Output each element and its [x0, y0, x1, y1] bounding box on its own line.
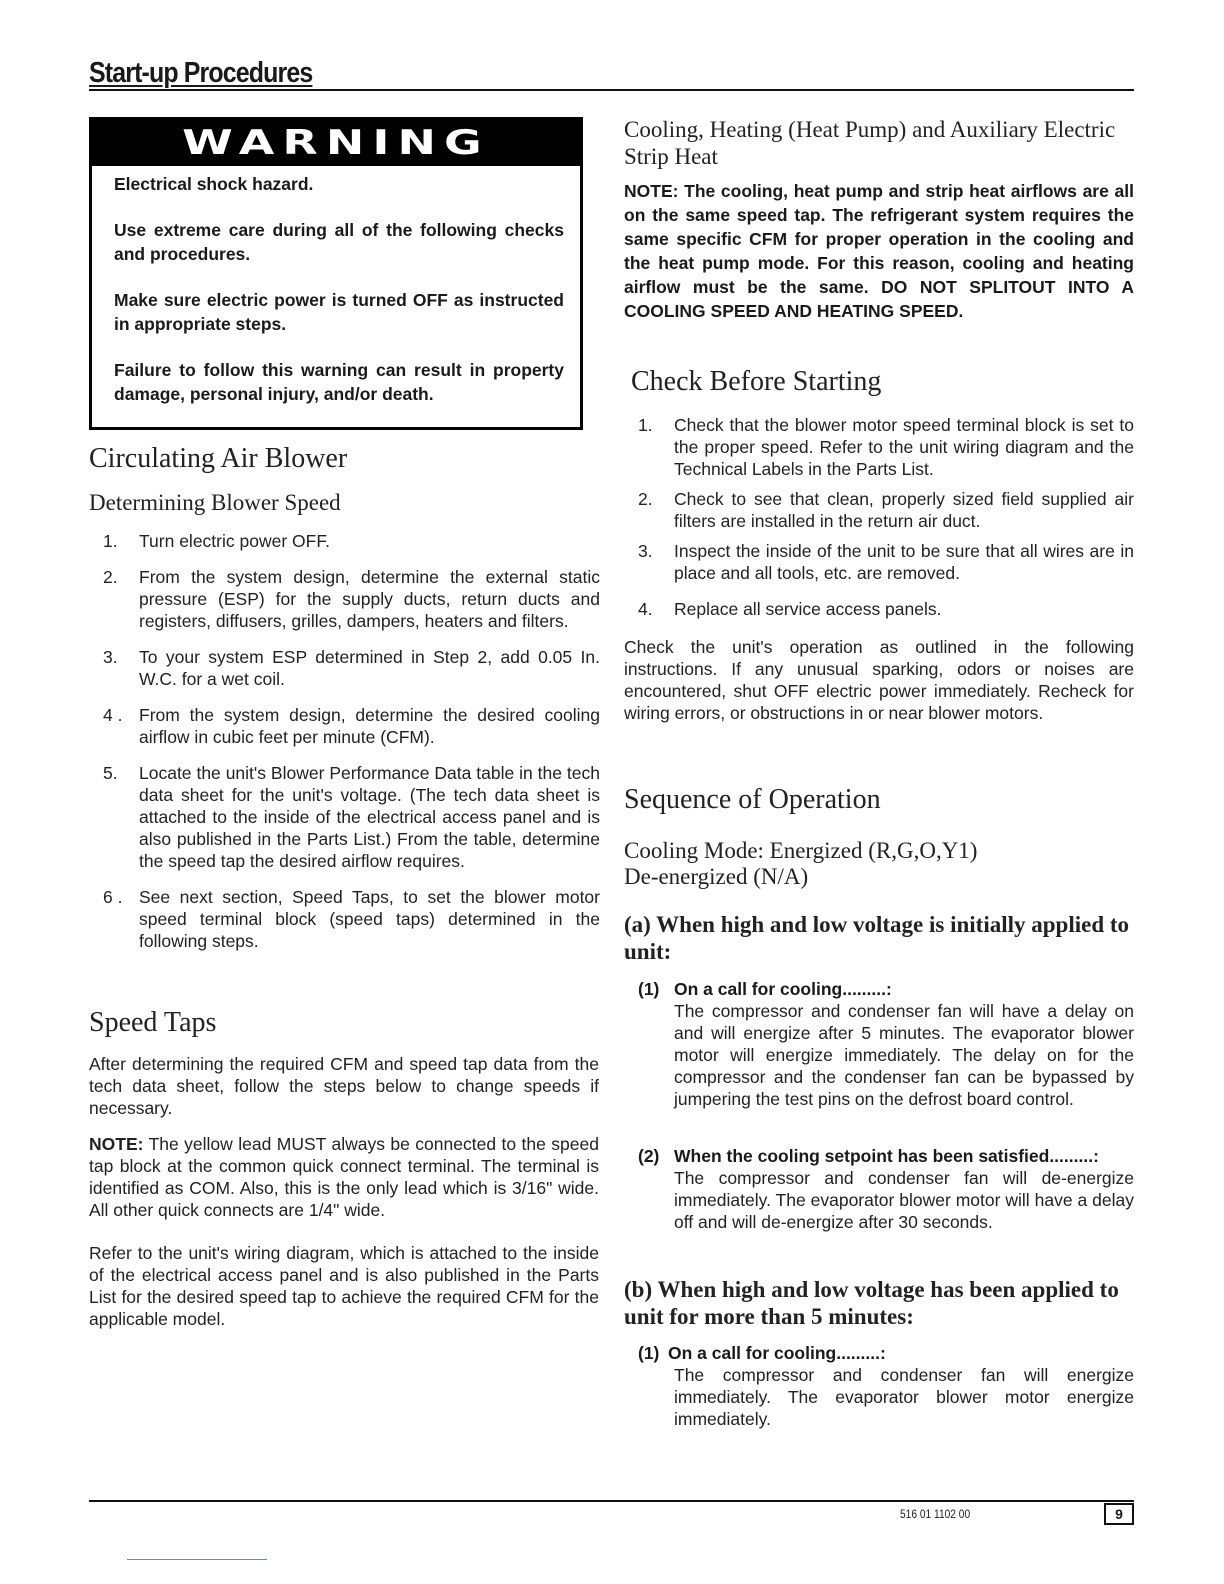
cooling-mode-energized: Cooling Mode: Energized (R,G,O,Y1) — [624, 838, 978, 863]
list-item-number: 1. — [638, 415, 653, 435]
list-item-number: 3. — [103, 647, 118, 667]
circulating-air-blower-heading: Circulating Air Blower — [89, 443, 348, 474]
warning-line: Use extreme care during all of the following checks and procedures. — [114, 220, 564, 264]
list-item — [624, 414, 1134, 480]
sequence-item-text: The compressor and condenser fan will have a delay on and will energize after 5 minutes. The evaporator blower motor will energize immediately. The delay on for the compressor and the condenser fan can be bypassed by jumpering the test pins on the defrost board control. — [674, 1001, 1134, 1109]
list-item-number: 3. — [638, 541, 653, 561]
sequence-item-label: (1) On a call for cooling.........: — [638, 979, 892, 999]
warning-box — [89, 117, 583, 430]
list-item — [89, 566, 600, 632]
speed-taps-note: NOTE: The yellow lead MUST always be connected to the speed tap block at the common quick connect terminal. The terminal is identified as COM. Also, this is the only lead which is 3/16" wide. All other quick connects are 1/4" wide. — [89, 1134, 599, 1220]
list-item — [624, 488, 1134, 532]
sequence-b-heading: (b) When high and low voltage has been applied to unit for more than 5 minutes: — [624, 1277, 1119, 1329]
determining-blower-speed-heading: Determining Blower Speed — [89, 490, 341, 515]
list-item-text: Turn electric power OFF. — [139, 531, 330, 551]
page-number: 9 — [1104, 1503, 1134, 1525]
footer-rule — [89, 1500, 1134, 1502]
list-item — [89, 646, 600, 690]
list-item-text: Replace all service access panels. — [674, 599, 942, 619]
link-underline — [127, 1559, 267, 1560]
document-number: 516 01 1102 00 — [900, 1507, 971, 1521]
list-item-text: Inspect the inside of the unit to be sure that all wires are in place and all tools, etc. are removed. — [674, 541, 1134, 583]
list-item — [624, 598, 1134, 620]
cooling-heating-heading: Cooling, Heating (Heat Pump) and Auxiliary Electric Strip Heat — [624, 117, 1116, 169]
list-item-text: To your system ESP determined in Step 2, add 0.05 In. W.C. for a wet coil. — [139, 647, 600, 689]
list-item-text: From the system design, determine the external static pressure (ESP) for the supply ducts, return ducts and registers, diffusers, grilles, dampers, heaters and filters. — [139, 567, 600, 631]
sequence-b-item-1 — [638, 1342, 1134, 1430]
list-item — [624, 540, 1134, 584]
blower-steps-list — [89, 530, 600, 952]
list-item-number: 1. — [103, 531, 118, 551]
check-before-starting-heading: Check Before Starting — [631, 366, 882, 397]
list-item — [89, 762, 600, 872]
warning-line: Electrical shock hazard. — [114, 174, 314, 194]
title-rule — [89, 89, 1134, 91]
sequence-item-text: The compressor and condenser fan will energize immediately. The evaporator blower motor energize immediately. — [674, 1365, 1134, 1429]
list-item — [89, 530, 600, 552]
page-title: Start-up Procedures — [89, 57, 313, 89]
list-item — [89, 704, 600, 748]
cooling-mode-deenergized: De-energized (N/A) — [624, 864, 809, 889]
list-item-number: 4. — [638, 599, 653, 619]
sequence-item-label: (2) When the cooling setpoint has been satisfied.........: — [638, 1146, 1099, 1166]
list-item-text: Check to see that clean, properly sized field supplied air filters are installed in the return air duct. — [674, 489, 1134, 531]
warning-line: Make sure electric power is turned OFF as instructed in appropriate steps. — [114, 290, 564, 334]
list-item-number: 2. — [103, 567, 118, 587]
warning-line: Failure to follow this warning can result in property damage, personal injury, and/or death. — [114, 360, 564, 404]
sequence-of-operation-heading: Sequence of Operation — [624, 784, 881, 815]
sequence-a-item-2 — [638, 1145, 1134, 1233]
warning-banner: WARNING — [92, 120, 580, 166]
list-item-text: See next section, Speed Taps, to set the blower motor speed terminal block (speed taps) determined in the following steps. — [139, 887, 600, 951]
speed-taps-refer: Refer to the unit's wiring diagram, which is attached to the inside of the electrical access panel and is also published in the Parts List for the desired speed tap to achieve the required CFM for the applicable model. — [89, 1243, 599, 1329]
cooling-heating-note: NOTE: The cooling, heat pump and strip heat airflows are all on the same speed tap. The refrigerant system requires the same specific CFM for proper operation in the cooling and the heat pump mode. For this reason, cooling and heating airflow must be the same. DO NOT SPLITOUT INTO A COOLING SPEED AND HEATING SPEED. — [624, 181, 1134, 321]
warning-body — [92, 166, 580, 406]
sequence-a-item-1 — [638, 978, 1134, 1110]
list-item-number: 2. — [638, 489, 653, 509]
check-steps-list — [624, 414, 1134, 620]
sequence-item-label: (1) On a call for cooling.........: — [638, 1343, 886, 1363]
sequence-a-heading: (a) When high and low voltage is initially applied to unit: — [624, 912, 1130, 964]
list-item-number: 4 . — [103, 705, 123, 725]
list-item-text: From the system design, determine the desired cooling airflow in cubic feet per minute (CFM). — [139, 705, 600, 747]
speed-taps-heading: Speed Taps — [89, 1007, 217, 1038]
sequence-item-text: The compressor and condenser fan will de-energize immediately. The evaporator blower motor will have a delay off and will de-energize after 30 seconds. — [674, 1168, 1134, 1232]
speed-taps-intro: After determining the required CFM and speed tap data from the tech data sheet, follow the steps below to change speeds if necessary. — [89, 1054, 599, 1118]
list-item-text: Locate the unit's Blower Performance Data table in the tech data sheet for the unit's voltage. (The tech data sheet is attached to the inside of the electrical access panel and is also published in the Parts List.) From the table, determine the speed tap the desired airflow requires. — [139, 763, 600, 871]
check-operation-para: Check the unit's operation as outlined in the following instructions. If any unusual sparking, odors or noises are encountered, shut OFF electric power immediately. Recheck for wiring errors, or obstructions in or near blower motors. — [624, 637, 1134, 723]
list-item-text: Check that the blower motor speed terminal block is set to the proper speed. Refer to the unit wiring diagram and the Technical Labels in the Parts List. — [674, 415, 1134, 479]
list-item — [89, 886, 600, 952]
list-item-number: 5. — [103, 763, 118, 783]
list-item-number: 6 . — [103, 887, 123, 907]
